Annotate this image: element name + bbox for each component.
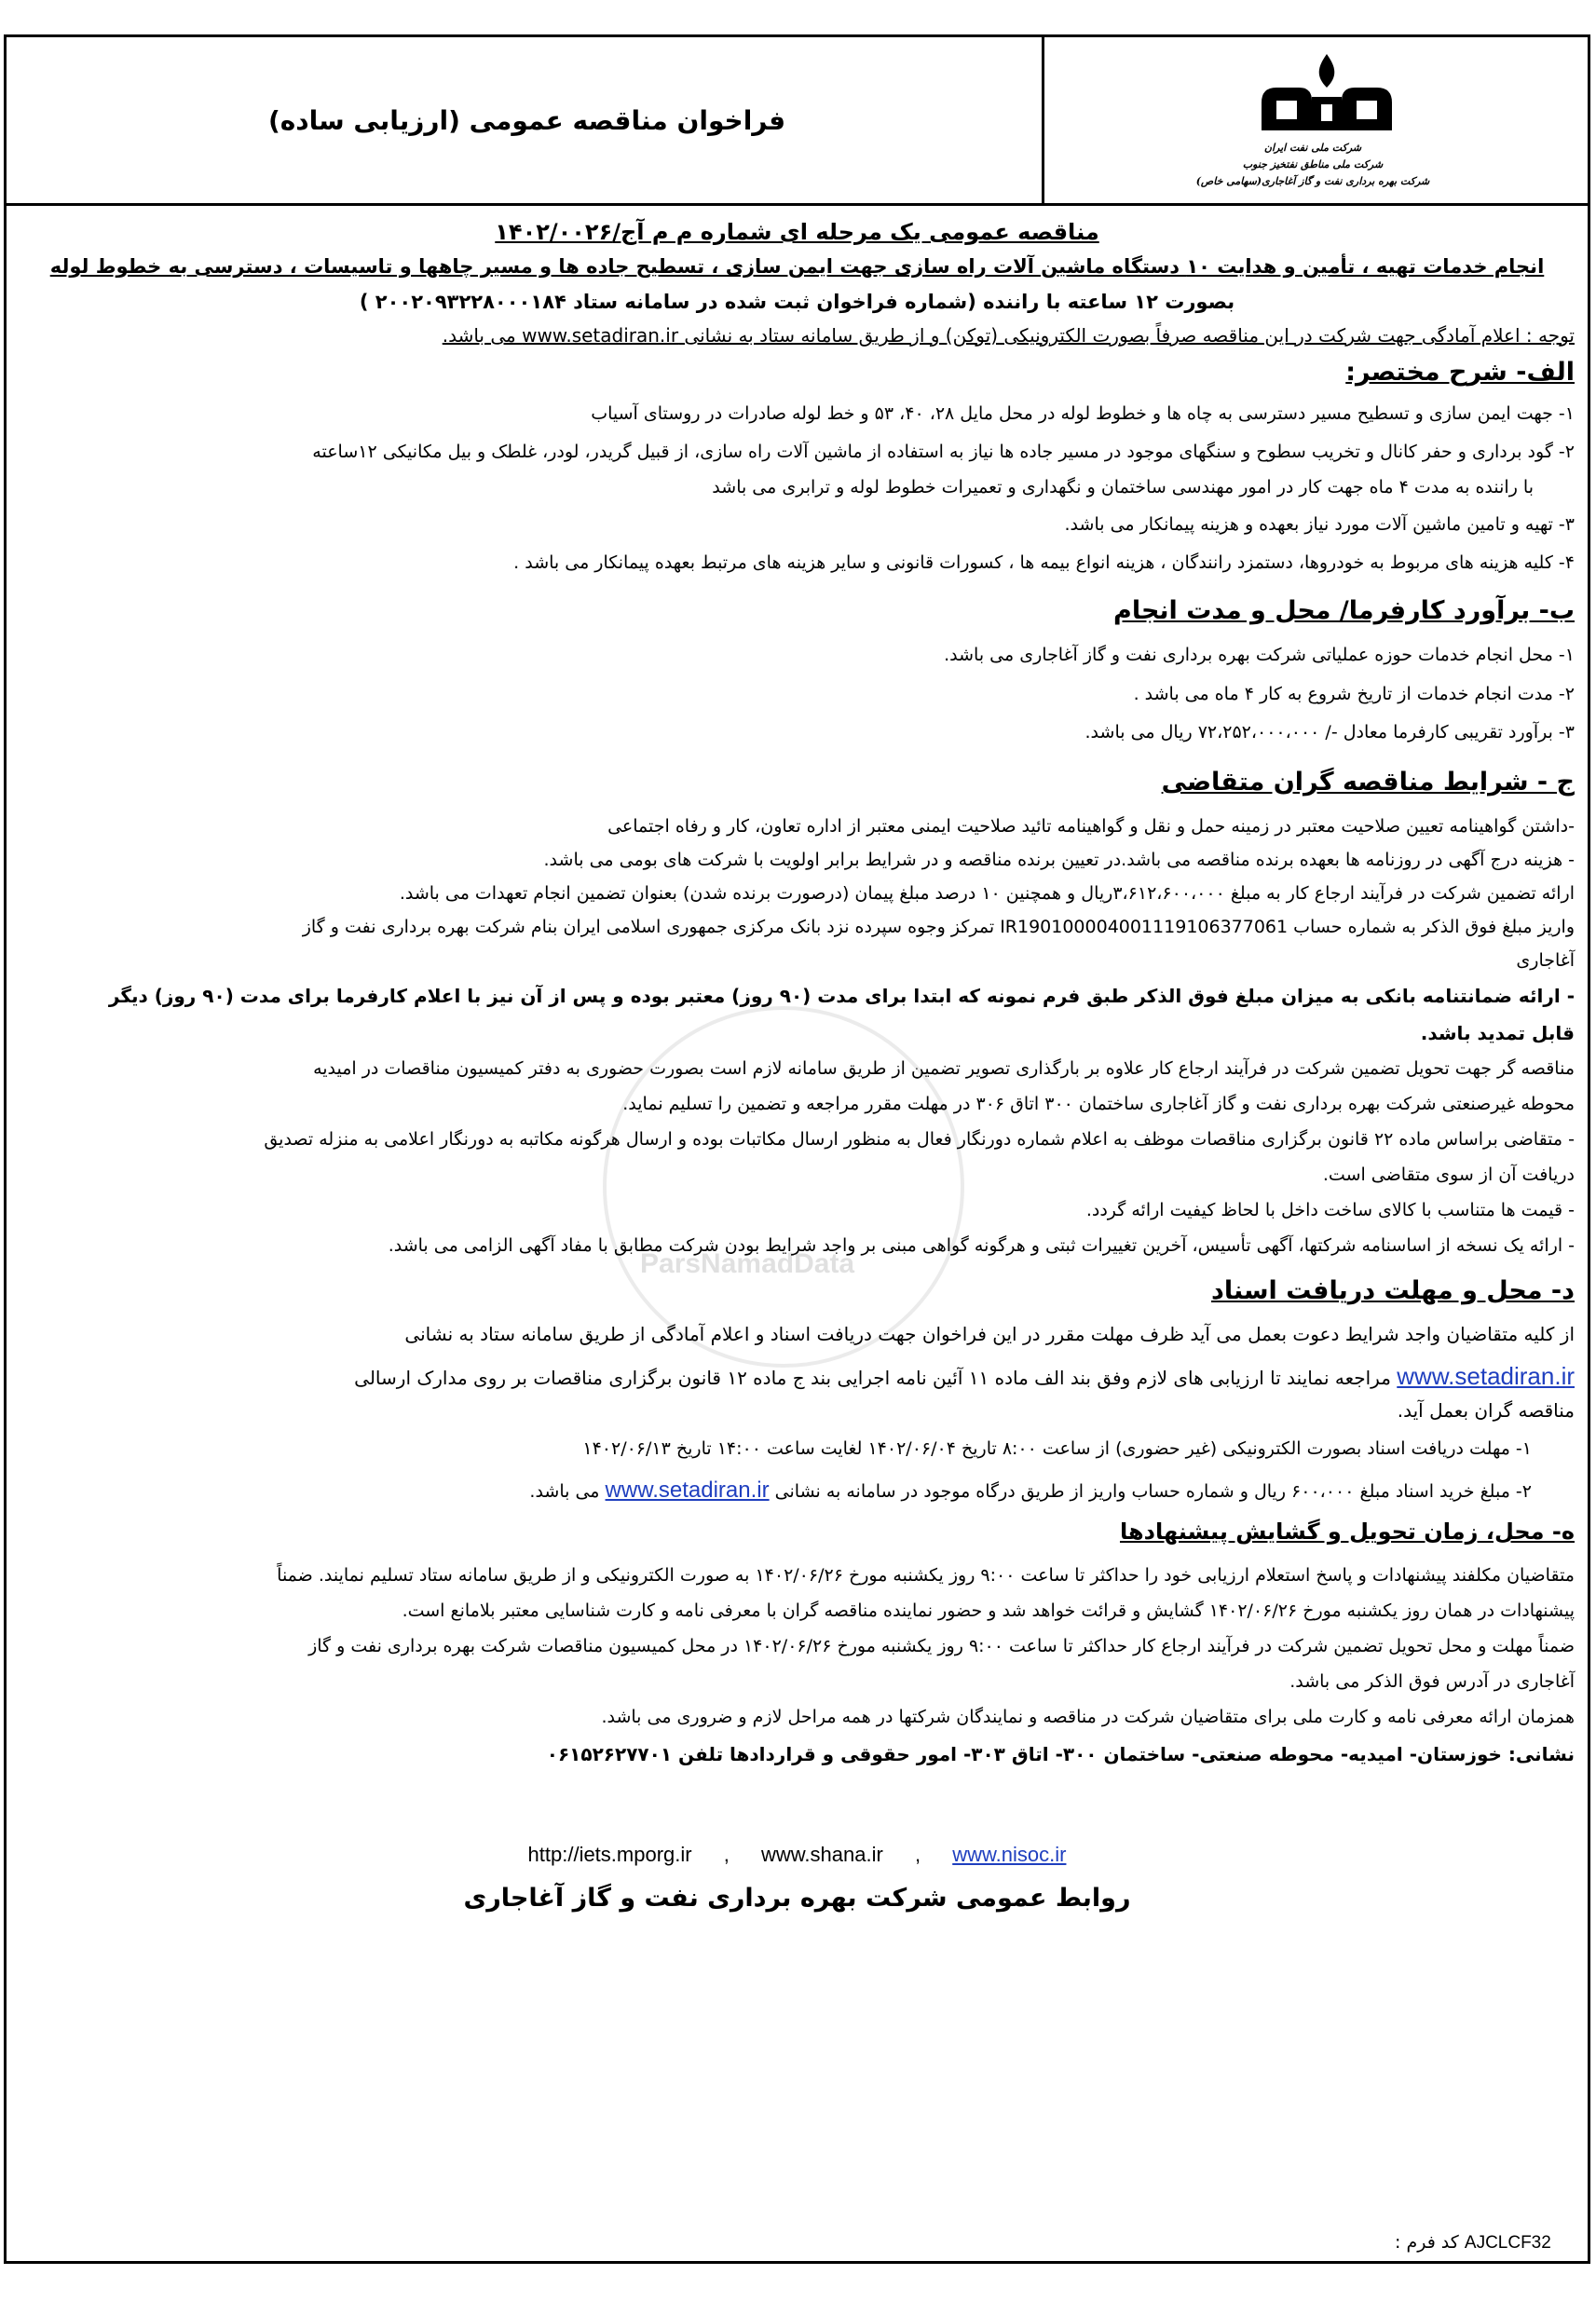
section-c-line-3: ارائه تضمین شرکت در فرآیند ارجاع کار به مبلغ ۳،۶۱۲،۶۰۰،۰۰۰ریال و همچنین ۱۰ درصد مبلغ پیمان (درصورت برنده شدن) بعنوان تضمین انجام تعهدات می باشد.: [399, 883, 1575, 904]
section-e-line-3: ضمناً مهلت و محل تحویل تضمین شرکت در فرآیند ارجاع کار حداکثر تا ساعت ۹:۰۰ روز یکشنبه مورخ ۱۴۰۲/۰۶/۲۶ در محل کمیسیون مناقصات شرکت بهره برداری نفت و گاز: [308, 1636, 1575, 1656]
section-d-item-2: [20, 1478, 1532, 1504]
section-e-line-5: همزمان ارائه معرفی نامه و کارت ملی برای متقاضیان شرکت در مناقصه و نمایندگان شرکتها در همه مراحل لازم و ضروری می باشد.: [601, 1707, 1575, 1727]
section-b-item-2: ۲- مدت انجام خدمات از تاریخ شروع به کار ۴ ماه می باشد .: [1133, 684, 1575, 704]
section-c-line-12: - قیمت ها متناسب با کالای ساخت داخل با لحاظ کیفیت ارائه گردد.: [1085, 1200, 1575, 1220]
section-e-line-2: پیشنهادات در همان روز یکشنبه مورخ ۱۴۰۲/۰۶/۲۶ گشایش و قرائت خواهد شد و حضور نماینده مناقصه گران با معرفی نامه و کارت شناسایی معتبر بلامانع است.: [402, 1601, 1575, 1621]
section-c-line-11: دریافت آن از سوی متقاضی است.: [1322, 1165, 1575, 1185]
footer-link-shana[interactable]: www.shana.ir: [760, 1843, 883, 1866]
section-c-heading: ج - شرایط مناقصه گران متقاضی: [1161, 768, 1575, 797]
document-title: فراخوان مناقصه عمومی (ارزیابی ساده): [267, 104, 786, 136]
section-c-line-2: - هزینه درج آگهی در روزنامه ها بعهده برنده مناقصه می باشد.در تعیین برنده مناقصه و در شرایط برابر اولویت با شرکت های بومی می باشد.: [543, 850, 1575, 870]
address-line: نشانی: خوزستان- امیدیه- محوطه صنعتی- ساختمان ۳۰۰- اتاق ۳۰۳- امور حقوقی و قراردادها تلفن ۰۶۱۵۲۶۲۷۷۰۱: [546, 1743, 1575, 1765]
section-c-line-10: - متقاضی براساس ماده ۲۲ قانون برگزاری مناقصات موظف به اعلام شماره دورنگار فعال به منظور ارسال مکاتبات بوده و ارسال هرگونه مکاتبه به دورنگار اعلامی به منزله تصدیق: [264, 1129, 1575, 1150]
tender-subject: انجام خدمات تهیه ، تأمین و هدایت ۱۰ دستگاه ماشین آلات راه سازی جهت ایمن سازی ، تسطیح جاده ها و مسیر چاهها و تاسیسات ، دسترسی به خطوط لوله: [49, 255, 1545, 278]
section-c-line-8: مناقصه گر جهت تحویل تضمین شرکت در فرآیند ارجاع کار علاوه بر بارگذاری تصویر تضمین از طریق سامانه لازم است بصورت حضوری به دفتر کمیسیون مناقصات در امیدیه: [313, 1058, 1575, 1079]
watermark-text: ParsNamadData: [640, 1248, 855, 1279]
section-b-item-1: ۱- محل انجام خدمات حوزه عملیاتی شرکت بهره برداری نفت و گاز آغاجاری می باشد.: [944, 645, 1575, 665]
footer-signature: روابط عمومی شرکت بهره برداری نفت و گاز آغاجاری: [463, 1884, 1131, 1913]
notice-line: توجه : اعلام آمادگی جهت شرکت در این مناقصه صرفاً بصورت الکترونیکی (توکن) و از طریق سامانه ستاد به نشانی www.setadiran.ir می باشد.: [442, 324, 1575, 347]
section-d-line-3: مناقصه گران بعمل آید.: [1397, 1399, 1575, 1422]
section-d-item-1: ۱- مهلت دریافت اسناد بصورت الکترونیکی (غیر حضوری) از ساعت ۸:۰۰ تاریخ ۱۴۰۲/۰۶/۰۴ لغایت ساعت ۱۴:۰۰ تاریخ ۱۴۰۲/۰۶/۱۳: [582, 1438, 1532, 1459]
logo-cell: [1042, 37, 1588, 203]
section-a-item-3: ۳- تهیه و تامین ماشین آلات مورد نیاز بعهده و هزینه پیمانکار می باشد.: [1064, 514, 1575, 535]
section-b-heading: ب- برآورد کارفرما/ محل و مدت انجام: [1113, 596, 1575, 625]
section-a-item-1: ۱- جهت ایمن سازی و تسطیح مسیر دسترسی به چاه ها و خطوط لوله در محل مایل ۲۸، ۴۰، ۵۳ و خط لوله صادرات در روستای آسیاب: [591, 403, 1575, 424]
footer-link-iets[interactable]: http://iets.mporg.ir: [527, 1843, 692, 1866]
section-e-line-1: متقاضیان مکلفند پیشنهادات و پاسخ استعلام ارزیابی خود را حداکثر تا ساعت ۹:۰۰ روز یکشنبه مورخ ۱۴۰۲/۰۶/۲۶ به صورت الکترونیکی و از طریق سامانه ستاد تسلیم نمایند. ضمناً: [277, 1565, 1575, 1586]
setadiran-link[interactable]: www.setadiran.ir: [1397, 1362, 1575, 1390]
section-d-item-2-text: ۲- مبلغ خرید اسناد مبلغ ۶۰۰،۰۰۰ ریال و شماره حساب واریز از طریق درگاه موجود در سامانه به نشانی: [774, 1481, 1532, 1502]
logo-line-2: شرکت ملی مناطق نفتخیز جنوب: [1242, 158, 1384, 170]
form-code-label: کد فرم :: [1395, 2232, 1459, 2253]
section-e-line-4: آغاجاری در آدرس فوق الذکر می باشد.: [1289, 1671, 1575, 1692]
section-c-line-4: واریز مبلغ فوق الذکر به شماره حساب IR190100004001119106377061 تمرکز وجوه سپرده نزد بانک مرکزی جمهوری اسلامی ایران بنام شرکت بهره برداری نفت و گاز: [302, 917, 1575, 937]
section-d-line-2: [20, 1362, 1575, 1391]
footer-links: [20, 1843, 1575, 1867]
footer-separator-1: ,: [723, 1843, 730, 1866]
section-c-line-5: آغاجاری: [1516, 950, 1575, 971]
section-a-item-4: ۴- کلیه هزینه های مربوط به خودروها، دستمزد رانندگان ، هزینه انواع بیمه ها ، کسورات قانونی و سایر هزینه های مرتبط بعهده پیمانکار می باشد .: [513, 552, 1575, 573]
title-cell: [7, 37, 1047, 203]
form-code: [1395, 2232, 1551, 2254]
header: [7, 37, 1588, 206]
form-code-value: AJCLCF32: [1464, 2233, 1551, 2253]
section-a-heading: الف- شرح مختصر:: [1345, 358, 1575, 387]
section-d-heading: د- محل و مهلت دریافت اسناد: [1210, 1276, 1575, 1305]
section-e-heading: ه- محل، زمان تحویل و گشایش پیشنهادها: [1119, 1519, 1575, 1545]
setadiran-link-2[interactable]: www.setadiran.ir: [605, 1478, 770, 1503]
section-c-line-9: محوطه غیرصنعتی شرکت بهره برداری نفت و گاز آغاجاری ساختمان ۳۰۰ اتاق ۳۰۶ در مهلت مقرر مراجعه و تضمین را تسلیم نماید.: [622, 1094, 1575, 1114]
section-c-line-7: قابل تمدید باشد.: [1420, 1022, 1575, 1044]
section-a-item-2-cont: با راننده به مدت ۴ ماه جهت کار در امور مهندسی ساختمان و نگهداری و تعمیرات خطوط لوله و ترابری می باشد: [712, 477, 1534, 497]
nioc-logo-icon: [1243, 47, 1411, 140]
tender-subject-cont: بصورت ۱۲ ساعته با راننده (شماره فراخوان ثبت شده در سامانه ستاد ۲۰۰۲۰۹۳۲۲۸۰۰۰۱۸۴ ): [359, 291, 1235, 313]
section-b-item-3: ۳- برآورد تقریبی کارفرما معادل -/ ۷۲،۲۵۲،۰۰۰،۰۰۰ ریال می باشد.: [1084, 722, 1575, 742]
section-d-line-1: از کلیه متقاضیان واجد شرایط دعوت بعمل می آید ظرف مهلت مقرر در این فراخوان جهت دریافت اسناد و اعلام آمادگی از طریق سامانه ستاد به نشانی: [404, 1323, 1575, 1345]
section-c-line-6: - ارائه ضمانتنامه بانکی به میزان مبلغ فوق الذکر طبق فرم نمونه که ابتدا برای مدت (۹۰ روز) معتبر بوده و پس از آن نیز با اعلام کارفرما برای مدت (۹۰ روز) دیگر: [108, 985, 1575, 1007]
logo-line-3: شرکت بهره برداری نفت و گاز آغاجاری(سهامی خاص): [1195, 175, 1430, 187]
section-d-item-2-end: می باشد.: [529, 1481, 600, 1502]
logo-line-1: شرکت ملی نفت ایران: [1263, 142, 1362, 154]
tender-number: مناقصه عمومی یک مرحله ای شماره م م آج/۱۴۰۲/۰۰۲۶: [495, 219, 1099, 245]
section-d-line-2-text: مراجعه نمایند تا ارزیابی های لازم وفق بند الف ماده ۱۱ آئین نامه اجرایی بند ج ماده ۱۲ قانون برگزاری مناقصات بر روی مدارک ارسالی: [354, 1367, 1391, 1389]
document-frame: [4, 34, 1590, 2264]
section-c-line-13: - ارائه یک نسخه از اساسنامه شرکتها، آگهی تأسیس، آخرین تغییرات ثبتی و هرگونه گواهی مبنی بر واجد شرایط بودن شرکت مطابق با مفاد آگهی الزامی می باشد.: [388, 1235, 1575, 1256]
section-a-item-2: ۲- گود برداری و حفر کانال و تخریب سطوح و سنگهای موجود در مسیر جاده ها نیاز به استفاده از ماشین آلات راه سازی، از قبیل گریدر، لودر، غلطک و بیل مکانیکی ۱۲ساعته: [312, 442, 1575, 462]
footer-separator-2: ,: [914, 1843, 921, 1866]
footer-link-nisoc[interactable]: www.nisoc.ir: [952, 1843, 1067, 1866]
section-c-line-1: -داشتن گواهینامه تعیین صلاحیت معتبر در زمینه حمل و نقل و گواهینامه تائید صلاحیت ایمنی معتبر از اداره تعاون، کار و رفاه اجتماعی: [607, 816, 1575, 837]
